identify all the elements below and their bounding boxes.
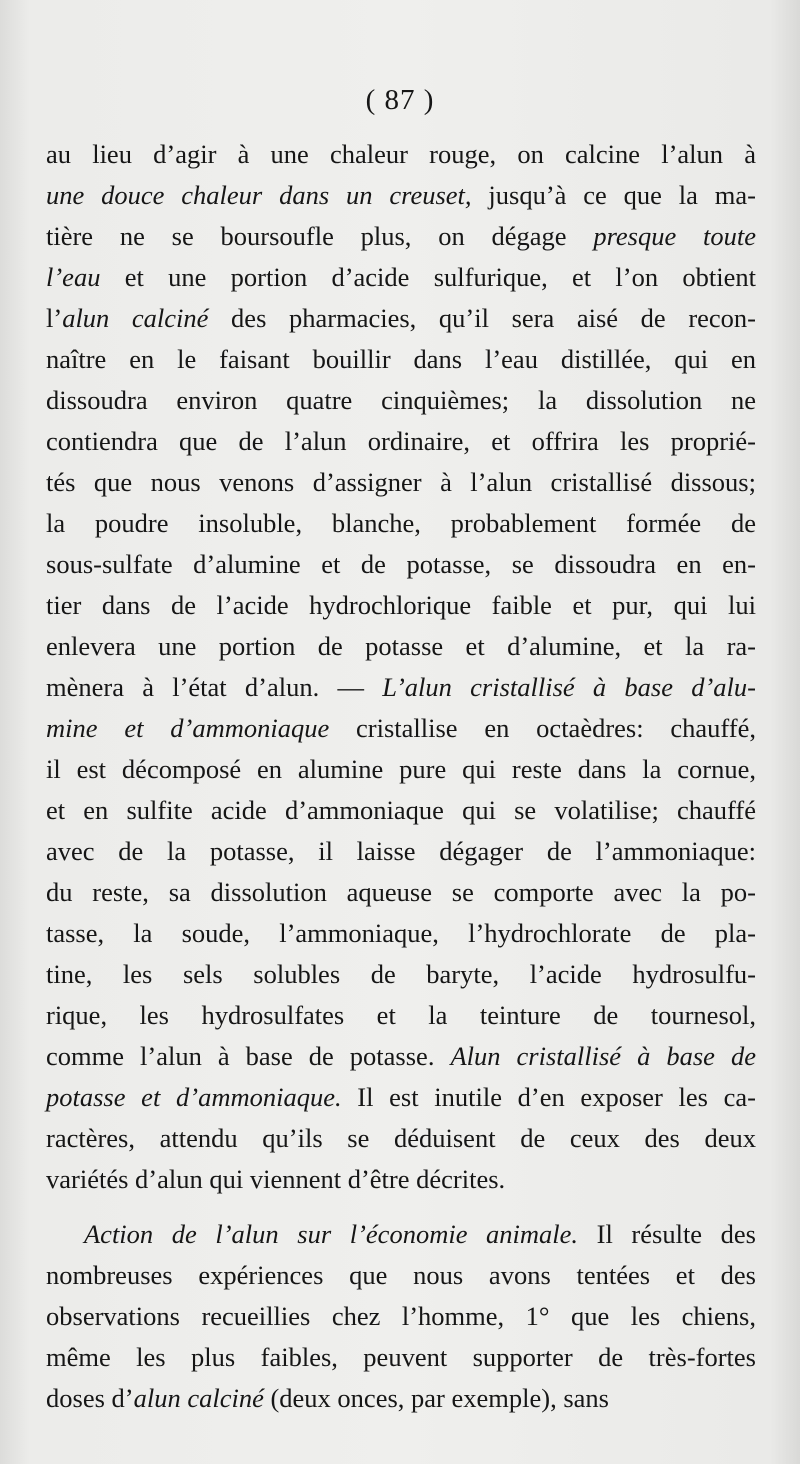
text-line [46,626,756,667]
text-segment: des pharmacies, qu’il sera aisé de recon- [208,303,756,333]
page-number: ( 87 ) [365,84,435,116]
text-line [46,749,756,790]
text-line [46,1159,756,1200]
text-line [46,175,756,216]
text-line [46,380,756,421]
italic-segment: alun calciné [62,303,209,333]
text-segment: et une portion d’acide sulfurique, et l’on obtient [100,262,756,292]
text-segment: et en sulfite acide d’ammoniaque qui se volatilise; chauffé [46,795,756,825]
text-segment: il est décomposé en alumine pure qui reste dans la cornue, [46,754,756,784]
text-segment: rique, les hydrosulfates et la teinture de tournesol, [46,1000,756,1030]
text-segment: tasse, la soude, l’ammoniaque, l’hydrochlorate de pla- [46,918,756,948]
text-segment: du reste, sa dissolution aqueuse se comporte avec la po- [46,877,756,907]
text-line [46,544,756,585]
text-segment: enlevera une portion de potasse et d’alumine, et la ra- [46,631,756,661]
text-segment: tière ne se boursoufle plus, on dégage [46,221,594,251]
text-segment: comme l’alun à base de potasse. [46,1041,451,1071]
text-line [46,995,756,1036]
text-segment: ractères, attendu qu’ils se déduisent de ceux des deux [46,1123,756,1153]
text-segment: tier dans de l’acide hydrochlorique faible et pur, qui lui [46,590,756,620]
text-segment: cristallise en octaèdres: chauffé, [329,713,756,743]
text-segment: au lieu d’agir à une chaleur rouge, on calcine l’alun à [46,139,756,169]
text-segment: contiendra que de l’alun ordinaire, et offrira les proprié- [46,426,756,456]
text-segment: Il résulte des [578,1219,756,1249]
italic-segment: presque toute [593,221,756,251]
text-line [46,790,756,831]
text-segment: variétés d’alun qui viennent d’être décrites. [46,1164,506,1194]
text-segment: naître en le faisant bouillir dans l’eau distillée, qui en [46,344,756,374]
text-segment: (deux onces, par exemple), sans [263,1383,609,1413]
paragraph-gap [46,1200,756,1214]
text-segment: tés que nous venons d’assigner à l’alun cristallisé dissous; [46,467,756,497]
text-line [46,1337,756,1378]
text-segment: mènera à l’état d’alun. — [46,672,383,702]
text-segment: tine, les sels solubles de baryte, l’acide hydrosulfu- [46,959,756,989]
text-line [46,585,756,626]
text-line [46,667,756,708]
italic-segment: Action de l’alun sur l’économie animale. [84,1219,579,1249]
text-segment: observations recueillies chez l’homme, 1° que les chiens, [46,1301,756,1331]
italic-segment: alun calciné [133,1383,264,1413]
text-line [46,872,756,913]
text-line [46,1214,756,1255]
italic-segment: potasse et d’ammoniaque. [46,1082,342,1112]
text-line [46,1296,756,1337]
text-segment: avec de la potasse, il laisse dégager de l’ammoniaque: [46,836,756,866]
text-line [46,1118,756,1159]
text-line [46,298,756,339]
text-segment: jusqu’à ce que la ma- [471,180,756,210]
text-line [46,257,756,298]
text-segment: Il est inutile d’en exposer les ca- [341,1082,756,1112]
text-line [46,1255,756,1296]
text-segment: nombreuses expériences que nous avons tentées et des [46,1260,756,1290]
text-segment: sous-sulfate d’alumine et de potasse, se dissoudra en en- [46,549,756,579]
text-line [46,134,756,175]
text-segment: l’ [46,303,63,333]
text-line [46,1036,756,1077]
text-line [46,954,756,995]
text-line [46,339,756,380]
italic-segment: l’eau [46,262,101,292]
text-segment: dissoudra environ quatre cinquièmes; la dissolution ne [46,385,756,415]
text-line [46,1378,756,1419]
text-segment: même les plus faibles, peuvent supporter de très-fortes [46,1342,756,1372]
italic-segment: Alun cristallisé à base de [450,1041,756,1071]
text-line [46,421,756,462]
text-line [46,1077,756,1118]
italic-segment: mine et d’ammoniaque [46,713,330,743]
text-segment: doses d’ [46,1383,134,1413]
text-line [46,708,756,749]
text-line [46,216,756,257]
italic-segment: une douce chaleur dans un creuset, [46,180,472,210]
body-text [46,134,756,1419]
paragraph-alum-varieties [46,134,756,1200]
text-segment: la poudre insoluble, blanche, probablement formée de [46,508,756,538]
italic-segment: L’alun cristallisé à base d’alu- [382,672,756,702]
paragraph-alum-action [46,1214,756,1419]
text-line [46,831,756,872]
text-line [46,913,756,954]
text-line [46,503,756,544]
text-line [46,462,756,503]
